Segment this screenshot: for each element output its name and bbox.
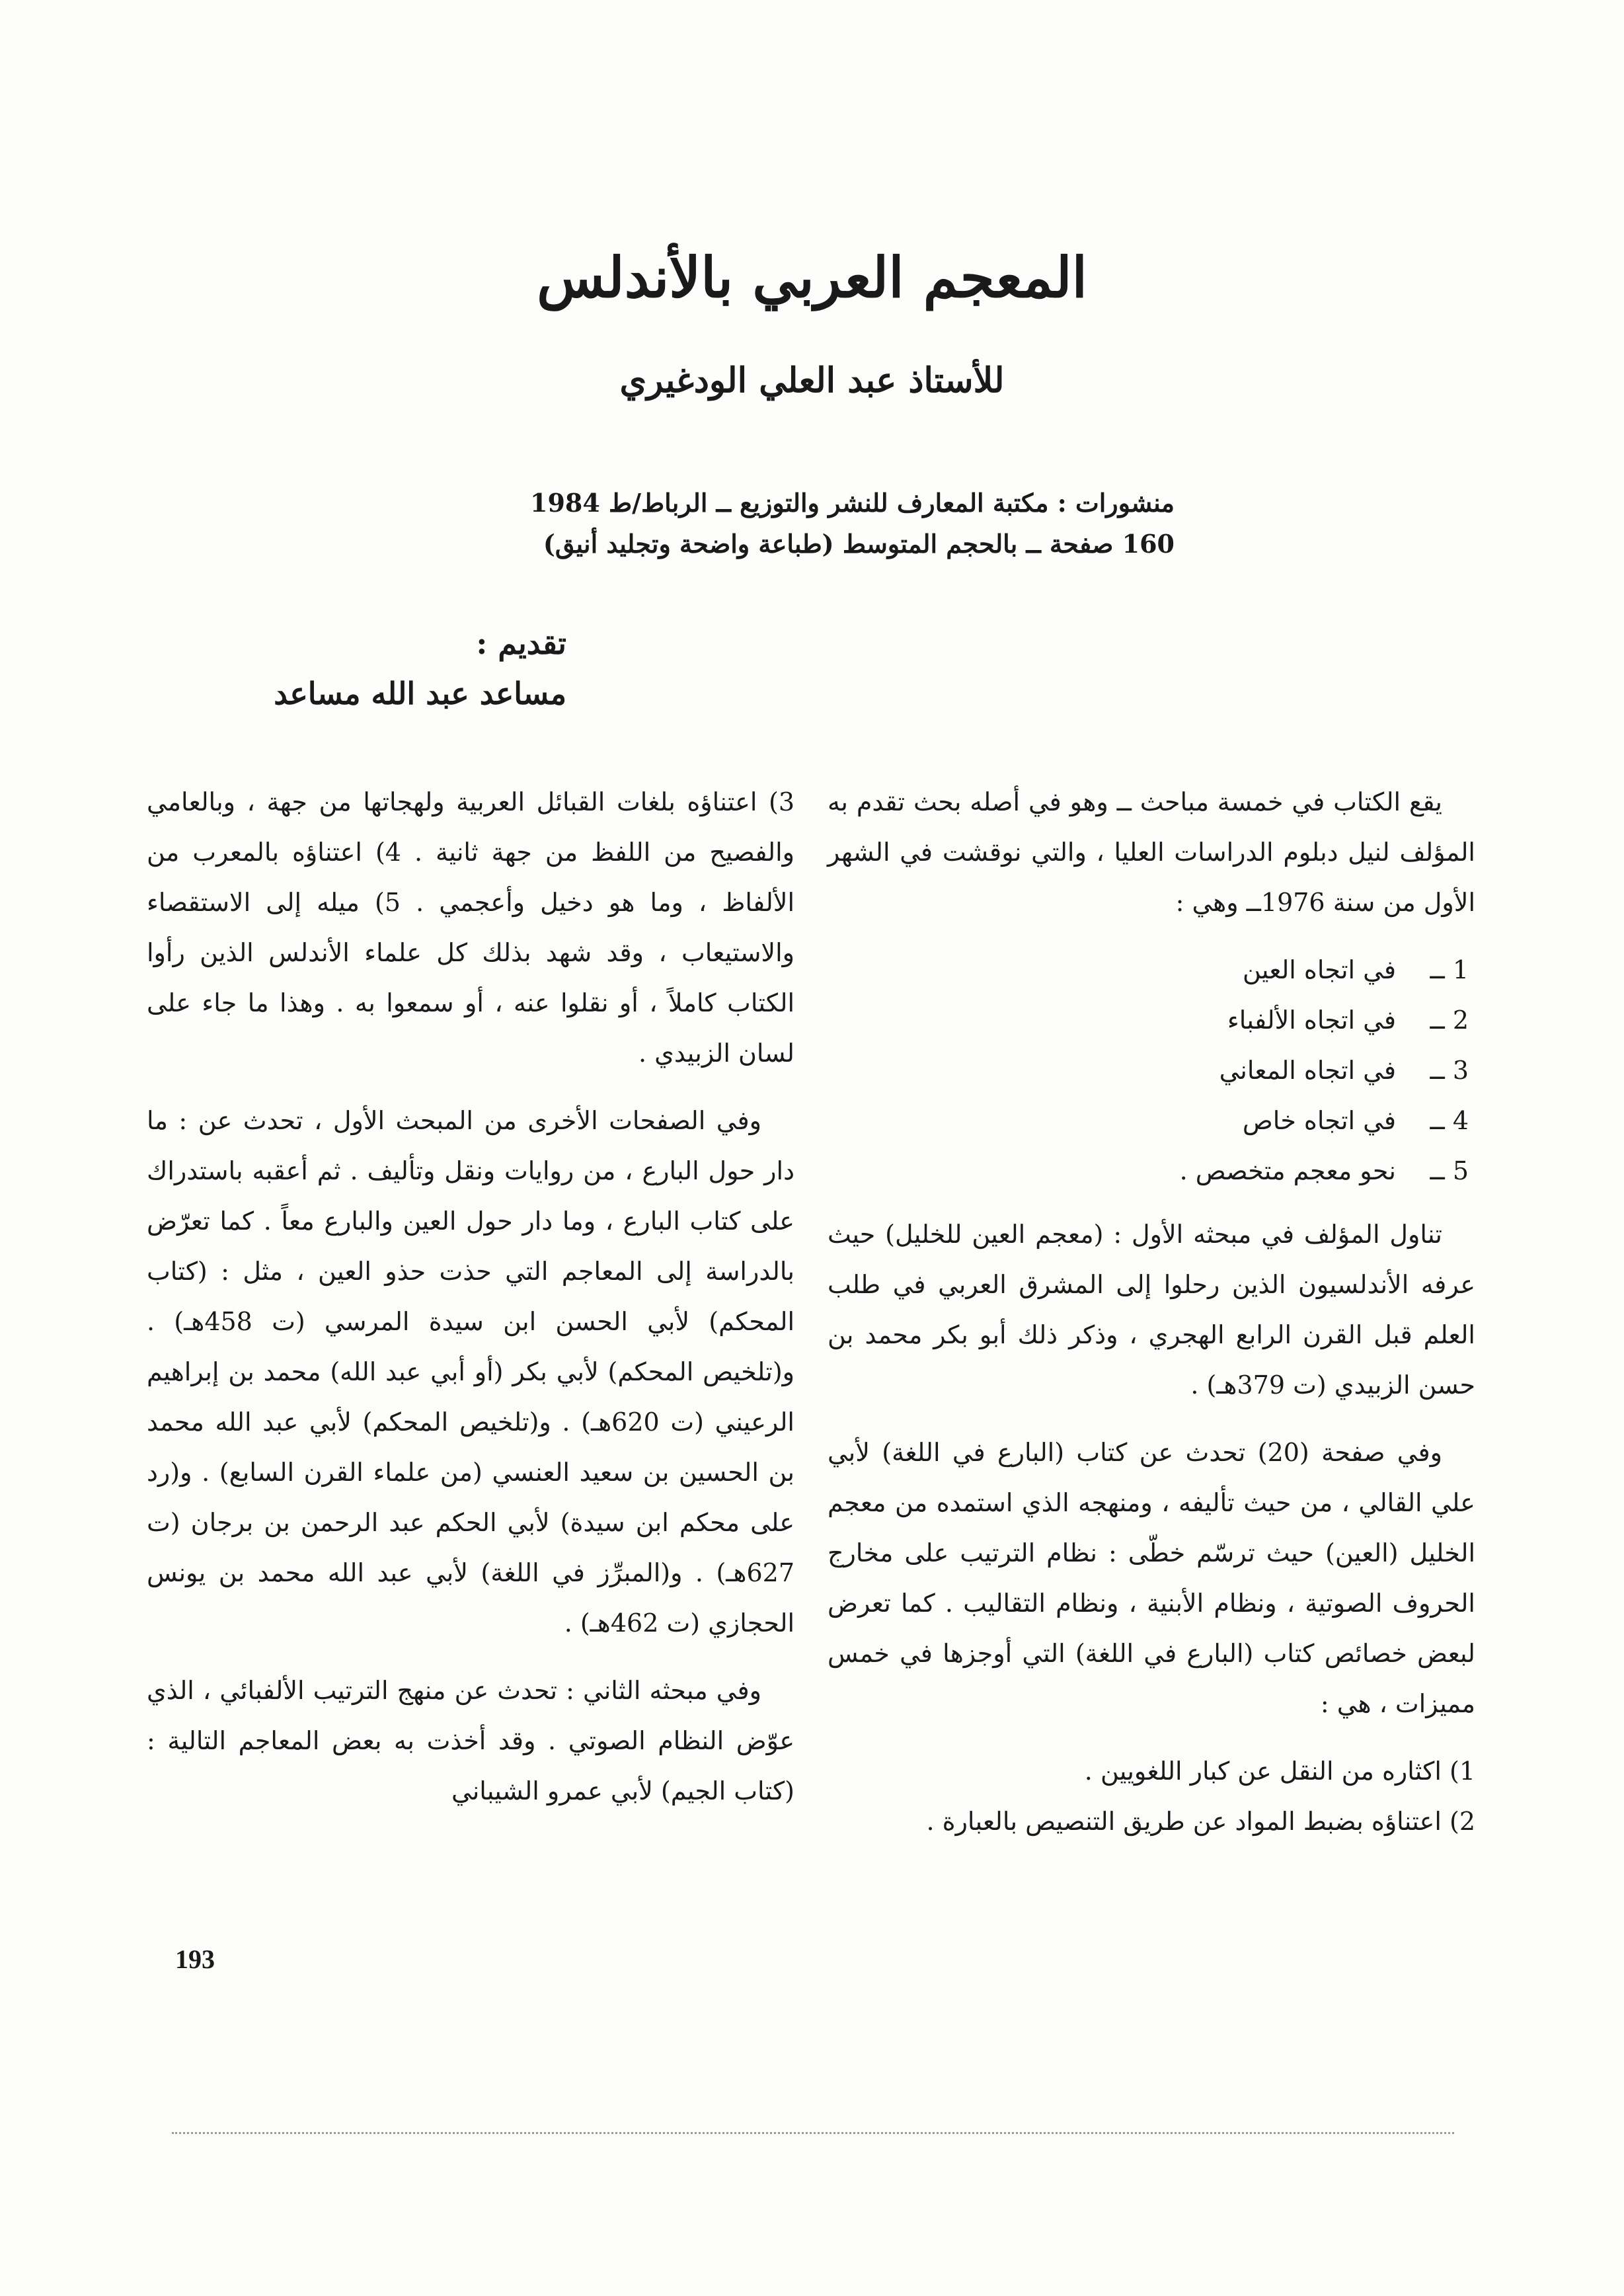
presenter-name: مساعد عبد الله مساعد [274,676,566,711]
list-item-label: نحو معجم متخصص . [1179,1156,1396,1185]
list-item-number: 3 ــ [1430,1056,1469,1085]
page20-paragraph: وفي صفحة (20) تحدث عن كتاب (البارع في اللغة) لأبي علي القالي ، من حيث تأليفه ، ومنهجه الذي استمده من معجم الخليل (العين) حيث ترسّم خطّى : نظام الترتيب على مخارج الحروف الصوتية ، ونظام الأبنية ، ونظام التقاليب . كما تعرض لبعض خصائص كتاب (البارع في اللغة) التي أوجزها في خمس مميزات ، هي : [828,1438,1475,1718]
article-title: المعجم العربي بالأندلس [537,245,1087,310]
bottom-dotted-rule [172,2132,1454,2134]
list-item [828,1045,1469,1095]
list-item-number: 4 ــ [1430,1106,1469,1135]
first-section-paragraph: تناول المؤلف في مبحثه الأول : (معجم العين للخليل) حيث عرفه الأندلسيون الذين رحلوا إلى المشرق العربي في طلب العلم قبل القرن الرابع الهجري ، وذكر ذلك أبو بكر محمد بن حسن الزبيدي (ت 379هـ) . [828,1220,1475,1400]
list-item-label: في اتجاه الألفباء [1227,1006,1396,1035]
publication-line-2: 160 صفحة ــ بالحجم المتوسط (طباعة واضحة وتجليد أنيق) [543,529,1175,559]
list-item [828,945,1469,995]
list-item-number: 2 ــ [1430,1006,1469,1035]
list-item [828,1146,1469,1196]
article-author: للأستاذ عبد العلي الودغيري [619,360,1005,401]
list-item-label: في اتجاه المعاني [1219,1056,1396,1085]
sections-list [828,945,1475,1196]
list-item-label: في اتجاه خاص [1242,1106,1396,1135]
page-number: 193 [175,1944,215,1974]
left-column [147,777,794,1833]
presenter-label: تقديم : [476,625,566,661]
feature-item: 2) اعتناؤه بضبط المواد عن طريق التنصيص بالعبارة . [926,1807,1475,1836]
right-column [828,777,1475,1846]
publication-line-1: منشورات : مكتبة المعارف للنشر والتوزيع ــ الرباط/ط 1984 [530,488,1175,518]
other-pages-paragraph: وفي الصفحات الأخرى من المبحث الأول ، تحدث عن : ما دار حول البارع ، من روايات ونقل وتأليف . ثم أعقبه باستدراك على كتاب البارع ، وما دار حول العين والبارع معاً . كما تعرّض بالدراسة إلى المعاجم التي حذت حذو العين ، مثل : (كتاب المحكم) لأبي الحسن ابن سيدة المرسي (ت 458هـ) . و(تلخيص المحكم) لأبي بكر (أو أبي عبد الله) محمد بن إبراهيم الرعيني (ت 620هـ) . و(تلخيص المحكم) لأبي عبد الله محمد بن الحسين بن سعيد العنسي (من علماء القرن السابع) . و(رد على محكم ابن سيدة) لأبي الحكم عبد الرحمن بن برجان (ت 627هـ) . و(المبرِّز في اللغة) لأبي عبد الله محمد بن يونس الحجازي (ت 462هـ) . [147,1106,795,1638]
features-list [828,1746,1475,1846]
intro-paragraph: يقع الكتاب في خمسة مباحث ــ وهو في أصله بحث تقدم به المؤلف لنيل دبلوم الدراسات العليا ، والتي نوقشت في الشهر الأول من سنة 1976ــ وهي : [828,787,1475,917]
feature-item: 1) اكثاره من النقل عن كبار اللغويين . [1084,1757,1475,1786]
list-item-number: 5 ــ [1430,1156,1469,1185]
list-item-label: في اتجاه العين [1242,955,1396,984]
features-continued-paragraph: 3) اعتناؤه بلغات القبائل العربية ولهجاتها من جهة ، وبالعامي والفصيح من اللفظ من جهة ثانية . 4) اعتناؤه بالمعرب من الألفاظ ، وما هو دخيل وأعجمي . 5) ميله إلى الاستقصاء والاستيعاب ، وقد شهد بذلك كل علماء الأندلس الذين رأوا الكتاب كاملاً ، أو نقلوا عنه ، أو سمعوا به . وهذا ما جاء على لسان الزبيدي . [147,787,795,1068]
second-section-paragraph: وفي مبحثه الثاني : تحدث عن منهج الترتيب الألفبائي ، الذي عوّض النظام الصوتي . وقد أخذت به بعض المعاجم التالية : (كتاب الجيم) لأبي عمرو الشيباني [147,1676,794,1805]
list-item-number: 1 ــ [1430,955,1469,984]
presenter-block [104,618,566,719]
publication-info [447,483,1175,565]
list-item [828,995,1469,1045]
list-item [828,1095,1469,1146]
